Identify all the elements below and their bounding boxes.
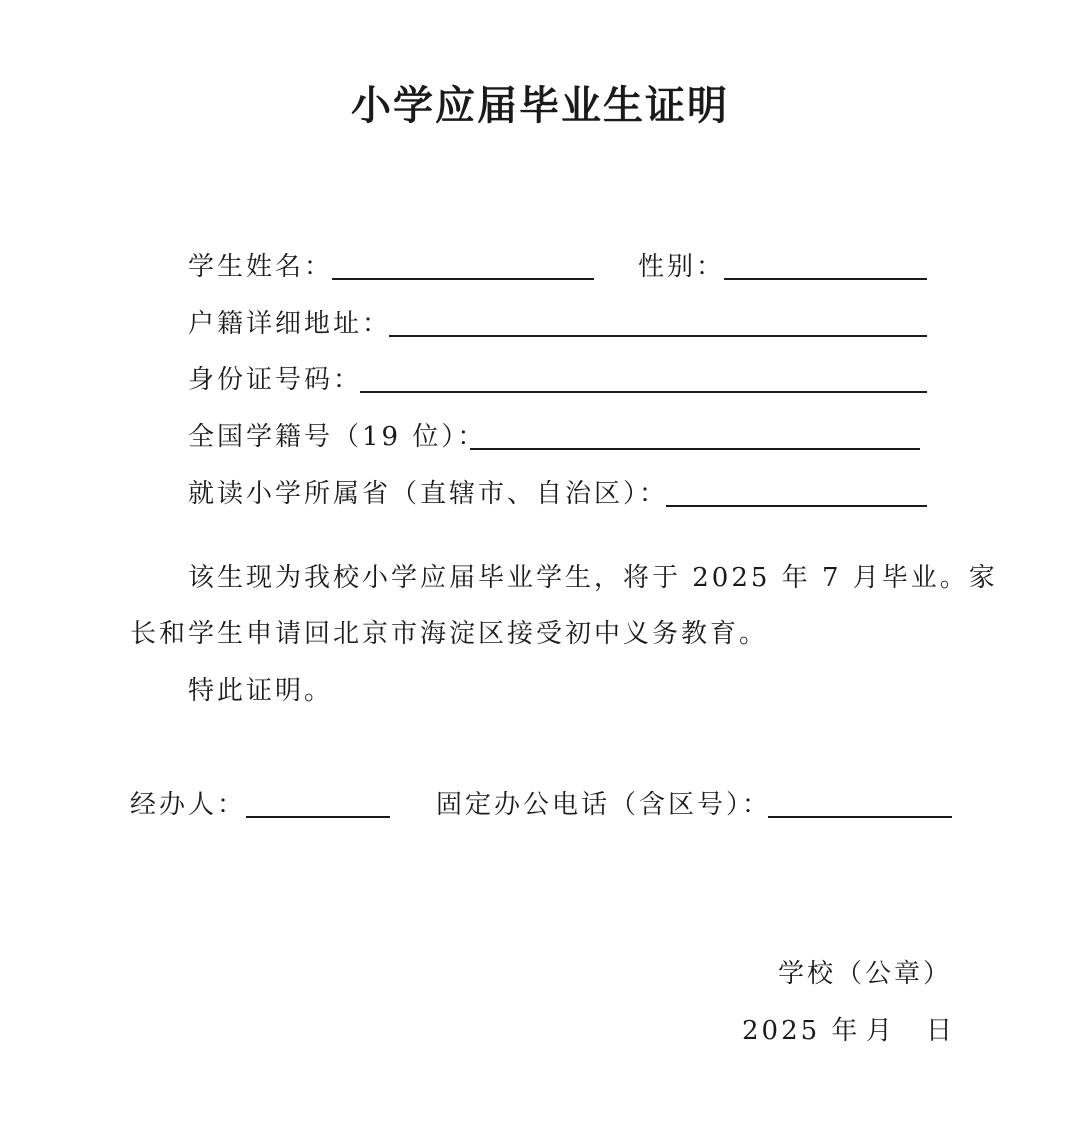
household-address-row bbox=[0, 304, 1080, 344]
student-name-field[interactable] bbox=[332, 278, 594, 280]
id-number-field[interactable] bbox=[360, 391, 927, 393]
date-year: 2025 年 bbox=[742, 1016, 861, 1046]
national-student-id-field[interactable] bbox=[470, 448, 920, 450]
household-address-field[interactable] bbox=[389, 335, 927, 337]
handler-field[interactable] bbox=[246, 816, 390, 818]
body-paragraph-line1: 该生现为我校小学应届毕业学生，将于 2025 年 7 月毕业。家 bbox=[188, 563, 998, 593]
certify-text: 特此证明。 bbox=[188, 676, 334, 706]
document-title: 小学应届毕业生证明 bbox=[351, 83, 729, 129]
school-province-field[interactable] bbox=[666, 505, 927, 507]
national-student-id-label: 全国学籍号（19 位）： bbox=[188, 422, 487, 452]
gender-field[interactable] bbox=[724, 278, 927, 280]
date-month: 月 bbox=[866, 1016, 896, 1046]
date-line bbox=[742, 1011, 962, 1051]
office-phone-label: 固定办公电话（含区号）： bbox=[436, 790, 772, 820]
contact-row bbox=[0, 785, 1080, 825]
student-name-label: 学生姓名： bbox=[188, 252, 334, 282]
school-seal-label: 学校（公章） bbox=[778, 959, 953, 989]
handler-label: 经办人： bbox=[130, 790, 247, 820]
office-phone-field[interactable] bbox=[768, 816, 952, 818]
school-province-row bbox=[0, 474, 1080, 514]
gender-label: 性别： bbox=[638, 252, 726, 282]
body-paragraph-line2: 长和学生申请回北京市海淀区接受初中义务教育。 bbox=[130, 619, 769, 649]
student-name-row bbox=[0, 247, 1080, 287]
school-province-label: 就读小学所属省（直辖市、自治区）： bbox=[188, 479, 669, 509]
household-address-label: 户籍详细地址： bbox=[188, 309, 392, 339]
id-number-label: 身份证号码： bbox=[188, 365, 363, 395]
date-day: 日 bbox=[926, 1016, 956, 1046]
national-student-id-row bbox=[0, 417, 1080, 457]
id-number-row bbox=[0, 360, 1080, 400]
